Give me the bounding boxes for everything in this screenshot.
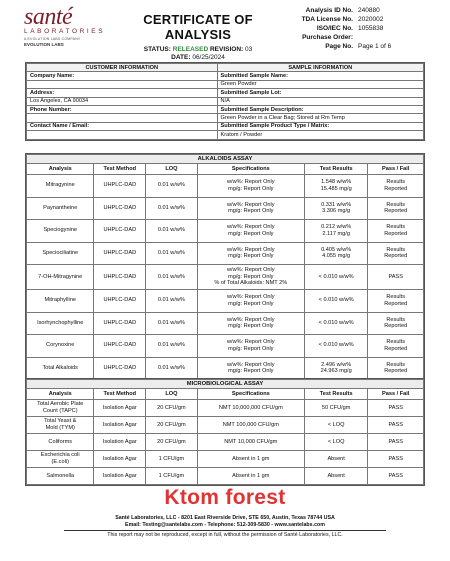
micro-section xyxy=(25,378,425,486)
table-row xyxy=(27,89,424,97)
loq-cell: 20 CFU/gm xyxy=(146,400,198,417)
method-cell: Isolation Agar xyxy=(94,417,146,434)
result-cell xyxy=(304,265,368,290)
analyte-cell xyxy=(27,400,94,417)
cell-line: Results xyxy=(386,201,406,208)
result-cell xyxy=(304,290,368,313)
cell-line: 24.963 mg/g xyxy=(320,368,352,375)
spec-cell xyxy=(197,312,304,335)
cell-line: 2.117 mg/g xyxy=(322,230,350,237)
analyte-cell: Speciociliatine xyxy=(27,242,94,265)
cell-line: mg/g: Report Only xyxy=(228,368,274,375)
cell-line: Count (TAPC) xyxy=(42,408,78,414)
cell-line: Reported xyxy=(384,253,408,260)
column-header: Specifications xyxy=(197,389,304,400)
method-cell: UHPLC-DAD xyxy=(94,242,146,265)
pass-fail-cell xyxy=(368,265,424,290)
table-row xyxy=(27,242,424,265)
pass-fail-cell xyxy=(368,242,424,265)
loq-cell: 0.01 w/w% xyxy=(146,242,198,265)
cell-line: 2.496 w/w% xyxy=(321,361,352,368)
cell-line: Results xyxy=(386,179,406,186)
customer-cell: Contact Name / Email: xyxy=(27,122,218,130)
pass-fail-cell xyxy=(368,220,424,243)
column-header: Analysis xyxy=(27,164,94,175)
cell-line: mg/g: Report Only xyxy=(228,323,274,330)
cell-line: Salmonella xyxy=(46,472,75,479)
cell-line: mg/g: Report Only xyxy=(228,185,274,192)
table-row xyxy=(27,72,424,80)
loq-cell: 0.01 w/w% xyxy=(146,265,198,290)
result-cell: Absent xyxy=(304,468,368,485)
result-cell: 50 CFU/gm xyxy=(304,400,368,417)
analyte-cell: Speciogynine xyxy=(27,220,94,243)
loq-cell: 0.01 w/w% xyxy=(146,335,198,358)
spec-cell: NMT 10,000,000 CFU/gm xyxy=(197,400,304,417)
analyte-cell: 7-OH-Mitragynine xyxy=(27,265,94,290)
meta-block xyxy=(278,6,448,51)
column-header: LOQ xyxy=(146,164,198,175)
pass-fail-cell: PASS xyxy=(368,451,424,468)
loq-cell: 20 CFU/gm xyxy=(146,417,198,434)
customer-cell: Address: xyxy=(27,89,218,97)
table-row xyxy=(27,312,424,335)
cell-line: w/w%: Report Only xyxy=(227,339,275,346)
spec-cell: NMT 10,000 CFU/gm xyxy=(197,434,304,451)
method-cell: UHPLC-DAD xyxy=(94,197,146,220)
method-cell: UHPLC-DAD xyxy=(94,357,146,380)
cell-line: Total Yeast & xyxy=(44,418,77,425)
customer-sample-section xyxy=(25,62,425,141)
spec-cell xyxy=(197,197,304,220)
method-cell: Isolation Agar xyxy=(94,451,146,468)
result-cell xyxy=(304,357,368,380)
cell-line: Results xyxy=(386,339,406,346)
sample-cell: Kratom / Powder xyxy=(217,131,423,139)
cell-line: Reported xyxy=(384,185,408,192)
table-row xyxy=(27,451,424,468)
table-row xyxy=(27,175,424,198)
cell-line: Results xyxy=(386,224,406,231)
title-block xyxy=(118,12,278,61)
cell-line: 15.485 mg/g xyxy=(320,185,352,192)
loq-cell: 0.01 w/w% xyxy=(146,312,198,335)
meta-key: ISO/IEC No. xyxy=(316,25,353,32)
cell-line: w/w%: Report Only xyxy=(227,316,275,323)
pass-fail-cell xyxy=(368,335,424,358)
cell-line: PASS xyxy=(388,273,403,280)
cell-line: Results xyxy=(386,361,406,368)
cell-line: 0.212 w/w% xyxy=(321,224,352,231)
pass-fail-cell xyxy=(368,312,424,335)
cell-line: (E.coli) xyxy=(51,459,69,465)
loq-cell: 0.01 w/w% xyxy=(146,290,198,313)
pass-fail-cell xyxy=(368,175,424,198)
cell-line: w/w%: Report Only xyxy=(227,267,275,274)
cell-line: Reported xyxy=(384,368,408,375)
cell-line: Escherichia coli xyxy=(40,452,80,459)
logo-brand: santé xyxy=(24,4,73,30)
spec-cell: Absent in 1 gm xyxy=(197,451,304,468)
loq-cell: 0.01 w/w% xyxy=(146,220,198,243)
micro-table xyxy=(26,379,424,485)
date-value: 06/25/2024 xyxy=(192,54,225,61)
cell-line: Results xyxy=(386,294,406,301)
cell-line: w/w%: Report Only xyxy=(227,361,275,368)
column-header: Test Results xyxy=(304,164,368,175)
customer-info-header: CUSTOMER INFORMATION xyxy=(27,64,218,72)
cell-line: Total Aerobic Plate xyxy=(37,401,84,408)
loq-cell: 20 CFU/gm xyxy=(146,434,198,451)
sample-cell: N/A xyxy=(217,97,423,105)
result-cell xyxy=(304,335,368,358)
date-label: DATE: xyxy=(171,54,191,61)
table-row xyxy=(27,290,424,313)
column-header: Test Method xyxy=(94,389,146,400)
customer-sample-table xyxy=(26,63,424,140)
cell-line: 0.331 w/w% xyxy=(321,201,352,208)
alkaloids-section xyxy=(25,153,425,381)
table-row xyxy=(27,220,424,243)
analyte-cell xyxy=(27,451,94,468)
meta-key: TDA License No. xyxy=(301,16,353,23)
sample-cell: Green Powder in a Clear Bag; Stored at Rm Temp xyxy=(217,114,423,122)
result-cell: < LOQ xyxy=(304,417,368,434)
status-label: STATUS: xyxy=(143,46,171,53)
cell-line: Reported xyxy=(384,208,408,215)
analyte-cell: Total Alkaloids xyxy=(27,357,94,380)
stamp-text: Ktom forest xyxy=(164,486,286,509)
logo-tagline: A EVOLUTION LABS COMPANY xyxy=(24,37,81,41)
spec-cell xyxy=(197,357,304,380)
loq-cell: 0.01 w/w% xyxy=(146,197,198,220)
pass-fail-cell xyxy=(368,290,424,313)
method-cell: UHPLC-DAD xyxy=(94,312,146,335)
table-header-row xyxy=(27,164,424,175)
cell-line: mg/g: Report Only xyxy=(228,230,274,237)
status-badge: RELEASED xyxy=(172,46,209,53)
spec-cell: NMT 100,000 CFU/gm xyxy=(197,417,304,434)
table-row xyxy=(27,97,424,105)
method-cell: UHPLC-DAD xyxy=(94,265,146,290)
footer-disclaimer: This report may not be reproduced, except in full, without the permission of Santé Laboratories, LLC. xyxy=(107,532,343,538)
logo-evolution: EVOLUTION LABS xyxy=(24,42,64,47)
method-cell: Isolation Agar xyxy=(94,434,146,451)
meta-row xyxy=(278,6,448,15)
cell-line: mg/g: Report Only xyxy=(228,253,274,260)
table-row xyxy=(27,468,424,485)
table-header-row xyxy=(27,64,424,72)
cell-line: Reported xyxy=(384,345,408,352)
meta-value: 2020002 xyxy=(358,16,384,23)
cell-line: 3.306 mg/g xyxy=(322,208,351,215)
customer-cell: Phone Number: xyxy=(27,105,218,113)
cell-line: Coliforms xyxy=(48,438,73,445)
analyte-cell: Mitragynine xyxy=(27,175,94,198)
loq-cell: 0.01 w/w% xyxy=(146,175,198,198)
table-row xyxy=(27,434,424,451)
cell-line: % of Total Alkaloids: NMT 2% xyxy=(214,280,288,287)
cell-line: w/w%: Report Only xyxy=(227,201,275,208)
result-cell xyxy=(304,242,368,265)
table-row xyxy=(27,400,424,417)
analyte-cell xyxy=(27,417,94,434)
footer-divider xyxy=(64,530,386,531)
customer-cell: Los Angeles, CA 90034 xyxy=(27,97,218,105)
loq-cell: 1 CFU/gm xyxy=(146,468,198,485)
meta-value xyxy=(358,33,448,42)
pass-fail-cell xyxy=(368,197,424,220)
cell-line: mg/g: Report Only xyxy=(228,273,274,280)
sample-cell: Submitted Sample Description: xyxy=(217,105,423,113)
table-row xyxy=(27,197,424,220)
sample-cell: Submitted Sample Name: xyxy=(217,72,423,80)
cell-line: Reported xyxy=(384,230,408,237)
result-cell xyxy=(304,175,368,198)
spec-cell xyxy=(197,242,304,265)
sante-logo xyxy=(24,6,110,54)
spec-cell xyxy=(197,220,304,243)
meta-value: 240880 xyxy=(358,7,380,14)
sample-cell: Submitted Sample Product Type / Matrix: xyxy=(217,122,423,130)
method-cell: UHPLC-DAD xyxy=(94,290,146,313)
result-cell xyxy=(304,312,368,335)
pass-fail-cell: PASS xyxy=(368,400,424,417)
spec-cell: Absent in 1 gm xyxy=(197,468,304,485)
cell-line: Results xyxy=(386,316,406,323)
customer-cell xyxy=(27,80,218,88)
spec-cell xyxy=(197,335,304,358)
table-row xyxy=(27,80,424,88)
result-cell: Absent xyxy=(304,451,368,468)
table-row xyxy=(27,122,424,130)
meta-key: Page No. xyxy=(325,43,353,50)
analyte-cell xyxy=(27,434,94,451)
cell-line: 4.055 mg/g xyxy=(322,253,351,260)
cell-line: w/w%: Report Only xyxy=(227,246,275,253)
sample-cell: Submitted Sample Lot: xyxy=(217,89,423,97)
meta-key: Purchase Order: xyxy=(302,34,353,41)
table-row xyxy=(27,114,424,122)
cell-line: Reported xyxy=(384,323,408,330)
alkaloids-band: ALKALOIDS ASSAY xyxy=(27,155,424,164)
customer-cell xyxy=(27,114,218,122)
analyte-cell: Mitraphylline xyxy=(27,290,94,313)
cell-line: w/w%: Report Only xyxy=(227,224,275,231)
pass-fail-cell xyxy=(368,357,424,380)
cell-line: w/w%: Report Only xyxy=(227,179,275,186)
cell-line: w/w%: Report Only xyxy=(227,294,275,301)
micro-band: MICROBIOLOGICAL ASSAY xyxy=(27,380,424,389)
pass-fail-cell: PASS xyxy=(368,468,424,485)
analyte-cell: Paynantheine xyxy=(27,197,94,220)
cell-line: mg/g: Report Only xyxy=(228,345,274,352)
footer-contact: Email: Testing@santelabs.com - Telephone: 512-309-5830 - www.santelabs.com xyxy=(125,522,325,528)
cell-line: Reported xyxy=(384,300,408,307)
cell-line: < 0.010 w/w% xyxy=(318,297,354,304)
cell-line: Mold (TYM) xyxy=(45,425,75,431)
alkaloids-table xyxy=(26,154,424,380)
date-line xyxy=(118,54,278,61)
column-header: Test Results xyxy=(304,389,368,400)
cell-line: mg/g: Report Only xyxy=(228,208,274,215)
cell-line: 1.548 w/w% xyxy=(321,179,352,186)
table-row xyxy=(27,131,424,139)
table-row xyxy=(27,417,424,434)
footer-address: Santé Laboratories, LLC - 8201 East Riverside Drive, STE 650, Austin, Texas 78744 USA xyxy=(115,515,335,521)
table-row xyxy=(27,105,424,113)
customer-cell: Company Name: xyxy=(27,72,218,80)
revision-label: REVISION: xyxy=(209,46,244,53)
cell-line: < 0.010 w/w% xyxy=(318,342,354,349)
column-header: Pass / Fail xyxy=(368,389,424,400)
meta-row xyxy=(278,33,448,42)
analyte-cell: Corynoxine xyxy=(27,335,94,358)
sample-info-header: SAMPLE INFORMATION xyxy=(217,64,423,72)
method-cell: UHPLC-DAD xyxy=(94,175,146,198)
method-cell: UHPLC-DAD xyxy=(94,335,146,358)
meta-row xyxy=(278,15,448,24)
analyte-cell xyxy=(27,468,94,485)
table-row xyxy=(27,265,424,290)
result-cell xyxy=(304,197,368,220)
cell-line: 0.405 w/w% xyxy=(321,246,352,253)
method-cell: UHPLC-DAD xyxy=(94,220,146,243)
revision-value: 03 xyxy=(245,46,253,53)
spec-cell xyxy=(197,265,304,290)
column-header: Test Method xyxy=(94,164,146,175)
meta-value: Page 1 of 6 xyxy=(358,43,392,50)
method-cell: Isolation Agar xyxy=(94,400,146,417)
meta-value: 1055838 xyxy=(358,25,384,32)
cell-line: Results xyxy=(386,246,406,253)
loq-cell: 0.01 w/w% xyxy=(146,357,198,380)
column-header: LOQ xyxy=(146,389,198,400)
page-title: CERTIFICATE OF ANALYSIS xyxy=(143,12,253,42)
cell-line: < 0.010 w/w% xyxy=(318,273,354,280)
table-row xyxy=(27,335,424,358)
spec-cell xyxy=(197,290,304,313)
analyte-cell: Isorhynchophylline xyxy=(27,312,94,335)
cell-line: mg/g: Report Only xyxy=(228,300,274,307)
method-cell: Isolation Agar xyxy=(94,468,146,485)
status-line xyxy=(118,46,278,53)
table-row xyxy=(27,357,424,380)
meta-key: Analysis ID No. xyxy=(305,7,353,14)
meta-row xyxy=(278,24,448,33)
spec-cell xyxy=(197,175,304,198)
pass-fail-cell: PASS xyxy=(368,417,424,434)
column-header: Analysis xyxy=(27,389,94,400)
meta-row xyxy=(278,42,448,51)
result-cell xyxy=(304,220,368,243)
column-header: Pass / Fail xyxy=(368,164,424,175)
loq-cell: 1 CFU/gm xyxy=(146,451,198,468)
logo-sub: LABORATORIES xyxy=(24,28,106,35)
sample-cell: Green Powder xyxy=(217,80,423,88)
customer-cell xyxy=(27,131,218,139)
cell-line: < 0.010 w/w% xyxy=(318,319,354,326)
result-cell: < LOQ xyxy=(304,434,368,451)
column-header: Specifications xyxy=(197,164,304,175)
table-header-row xyxy=(27,389,424,400)
pass-fail-cell: PASS xyxy=(368,434,424,451)
